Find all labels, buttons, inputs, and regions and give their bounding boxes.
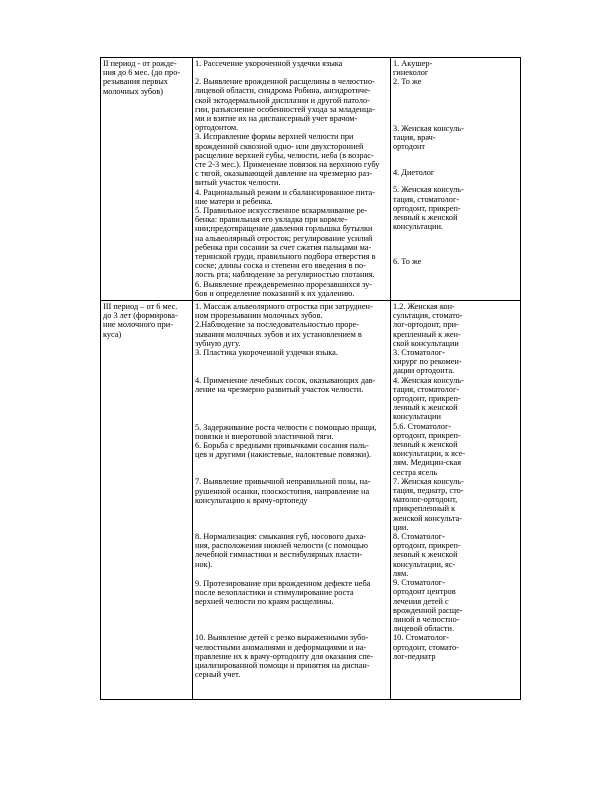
measure-item: 3. Исправление формы верхней челюсти при врожденной сквозной одно- или двухсторонней расщелине верхней губы, челюсти, неба (в возрас- сте 2-3 мес.). Применение повязок на верхнюю губу с тягой, оказывающей давление на чрезмерно раз- витый участок челюсти. <box>195 132 380 188</box>
measure-item: 10. Выявление детей с резко выраженными зубо- челюстными аномалиями и деформациями и на- правление их к врачу-ортодонту для оказания спе- циализированной помощи и принятия на диспан- серный учет. <box>195 633 374 680</box>
measures-cell <box>193 58 391 301</box>
specialist-item: 4. Диетолог <box>393 168 435 178</box>
measure-item: 1. Рассечение укороченной уздечки языка <box>195 59 343 68</box>
period-label: II период - от рожде- ния до 6 мес. (до про- резывания первых молочных зубов) <box>103 59 181 96</box>
period-cell <box>101 58 193 301</box>
specialist-item: 3. Женская консуль- тация, врач- ортодонт <box>393 123 464 152</box>
measure-item: 4. Применение лечебных сосок, оказывающих дав- ление на чрезмерно развитый участок челюсти. <box>195 376 376 395</box>
measure-item: 5. Задерживание роста челюсти с помощью пращи, повязки и внеротовой эластичной тяги. 6. Борьба с вредными привычками сосания паль- цев и другими (накистевые, налоктевые повязки). <box>195 422 377 460</box>
measures-cell <box>193 301 391 700</box>
measure-item: 8. Нормализация: смыкания губ, носового дыха- ния, расположения нижней челюсти (с помощью лечебной гимнастики и вестибулярных пласти- нок). <box>195 532 368 569</box>
measure-item: 5. Правильное искусственное вскармливание ре- бенка: правильная его укладка при кормле- нии;предотвращение давления горлышка бутылки на альвеолярный отросток; регулирование усилий ребенка при сосании за счет сжатия пальцами ма- теринской груди, правильного подбора отверстия в соске; длины соска и степени его введения в по- лость рта; наблюдение за регулярностью глотания. <box>195 206 376 280</box>
measure-item: 1. Массаж альвеолярного отростка при затруднен- ном прорезывании молочных зубов. 2.Наблюдение за последовательностью проре- зывания молочных зубов и их установлением в зубную дугу. 3. Пластика укороченной уздечки языка. <box>195 302 373 358</box>
specialist-cell <box>391 301 521 700</box>
specialist-item: 1. Акушер- гинеколог 2. То же <box>393 59 433 87</box>
measure-item: 2. Выявление врожденной расщелины в челюстно- лицевой области, синдрома Робина, ангидротиче- ской эктодермальной дисплазии и другой патоло- гии, разъяснение особенностей ухода за младенца- ми и взятие их на диспансерный учет врачом- ортодонтом. <box>195 77 375 133</box>
measure-item: 7. Выявление привычной неправильной позы, на- рушенной осанки, плоскостопия, направление на консультацию к врачу-ортопеду <box>195 477 371 505</box>
measure-item: 4. Рациональный режим и сбалансированное пита- ние матери и ребенка. <box>195 187 375 206</box>
period-label: III период – от 6 мес. до 3 лет (формирова- ние молочного при- куса) <box>103 302 178 339</box>
period-cell <box>101 301 193 700</box>
specialist-item: 6. То же <box>393 257 422 267</box>
table-row-period-3 <box>101 301 521 700</box>
measure-item: 6. Выявление преждевременно прорезавшихся зу- бов и определение показаний к их удалению. <box>195 279 373 298</box>
specialist-cell <box>391 58 521 301</box>
measure-item: 9. Протезирование при врожденном дефекте неба после велопластики и стимулирование роста верхней челюсти по краям расщелины. <box>195 578 371 607</box>
table-row-period-2 <box>101 58 521 301</box>
specialist-item: 1.2. Женская кон- сультация, стомато- лог-ортодонт, при- крепленный к жен- ской консультации 3. Стоматолог- хирург по рекомен- дации ортодонта. 4. Женская консуль- тация, стоматолог- ортодонт, прикреп- ленный к женской консультации 5.6. Стоматолог- ортодонт, прикреп- ленный к женской консультации, к ясе- лям. Медицин-ская сестра ясель 7. Женская консуль- тация, педиатр, сто- матолог-ортодонт, прикрепленный к женской консульта- ции. 8. Стоматолог- ортодонт, прикреп- ленный к женской консультации, яс- лям. 9. Стоматолог- ортодонт центров лечения детей с врожденной расще- линой в челюстно- лицевой области. 10. Стоматолог- ортодонт, стомато- лог-педиатр <box>393 302 466 661</box>
specialist-item: 5. Женская консуль- тация, стоматолог- ортодонт, прикреп- ленный к женской консультации. <box>393 185 464 232</box>
care-plan-table <box>100 57 521 700</box>
